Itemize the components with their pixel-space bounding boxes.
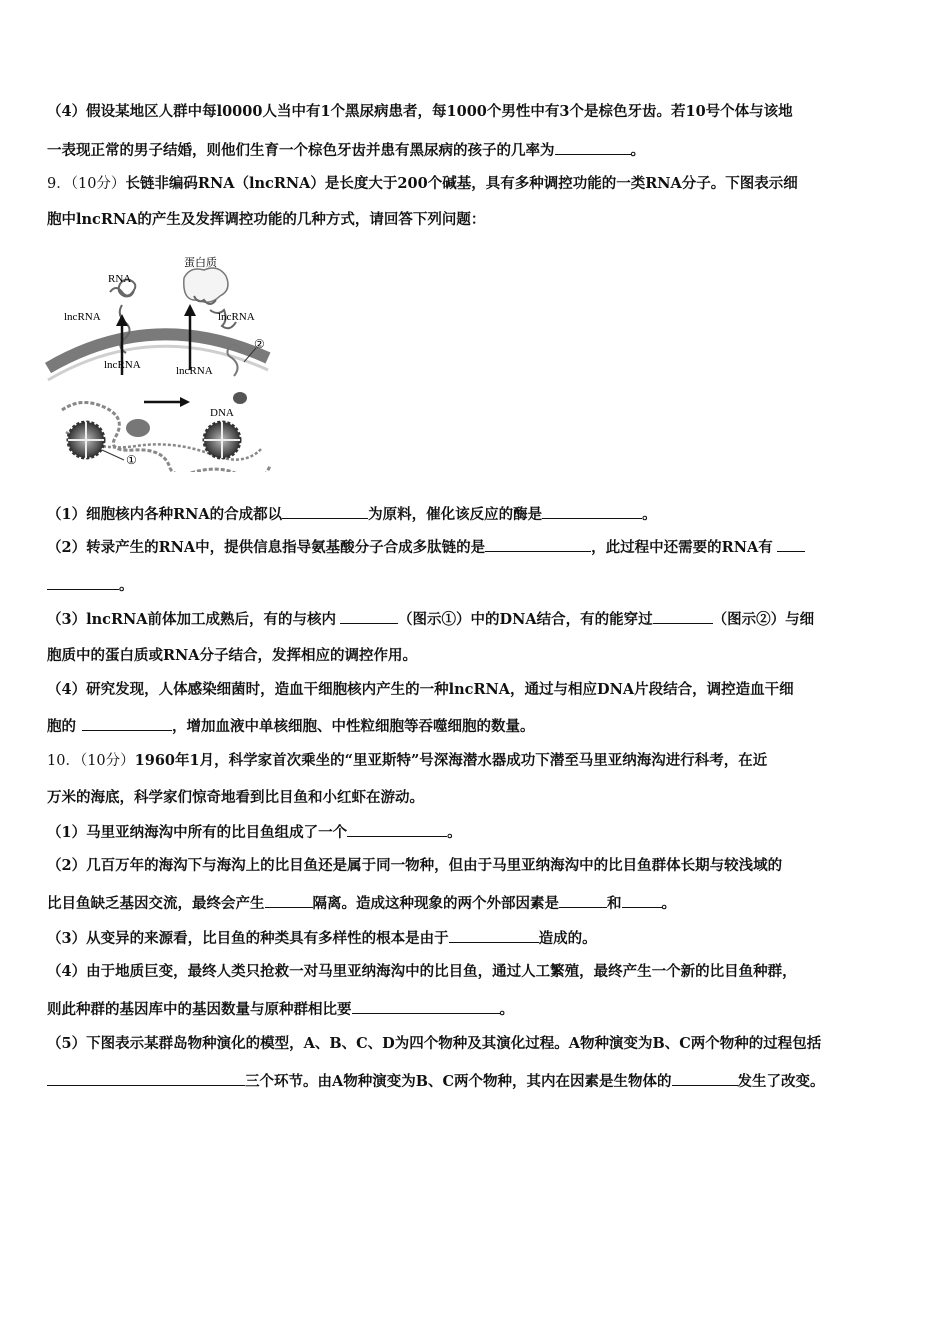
text-line-20 xyxy=(47,1034,821,1054)
label-rna: RNA xyxy=(108,273,132,285)
q9-part4: （4）研究发现，人体感染细菌时，造血干细胞核内产生的一种lncRNA，通过与相应DNA片段结合，调控造血干细 xyxy=(47,681,794,698)
polymerase-left xyxy=(126,419,150,437)
q10-part1: （1）马里亚纳海沟中所有的比目鱼组成了一个 xyxy=(47,824,348,841)
answer-blank[interactable] xyxy=(449,928,539,943)
answer-blank[interactable] xyxy=(653,609,713,624)
q10-part2-a: 比目鱼缺乏基因交流，最终会产生 xyxy=(47,895,265,912)
answer-blank[interactable] xyxy=(672,1071,738,1086)
text-line-14 xyxy=(47,822,462,843)
punct: 。 xyxy=(661,895,676,912)
question-9-number: 9．（10分） xyxy=(47,176,126,192)
q10-part2-b: 隔离。造成这种现象的两个外部因素是 xyxy=(312,895,559,912)
punct: 。 xyxy=(119,577,134,594)
text-line-19 xyxy=(47,999,514,1020)
q9-part2-a: （2）转录产生的RNA中，提供信息指导氨基酸分子合成多肽链的是 xyxy=(47,539,486,556)
text-line-6 xyxy=(47,537,805,558)
q10-part3-a: （3）从变异的来源看，比目鱼的种类具有多样性的根本是由于 xyxy=(47,930,449,947)
text-line-21 xyxy=(47,1071,825,1092)
answer-blank[interactable] xyxy=(542,504,642,519)
q9-part3-cont: 胞质中的蛋白质或RNA分子结合，发挥相应的调控作用。 xyxy=(47,647,418,664)
q9-part4-cont-a: 胞的 xyxy=(47,718,76,735)
text-line-11 xyxy=(47,716,535,737)
question-9-stem: 长链非编码RNA（lncRNA）是长度大于200个碱基，具有多种调控功能的一类RNA分子。下图表示细 xyxy=(125,175,798,192)
answer-blank[interactable] xyxy=(622,893,662,908)
answer-blank[interactable] xyxy=(485,537,591,552)
punct: 。 xyxy=(642,506,657,523)
text-line-1 xyxy=(47,102,793,122)
label-marker-2: ② xyxy=(254,337,265,351)
answer-blank[interactable] xyxy=(47,1071,245,1086)
q9-part2-b: ，此过程中还需要的RNA有 xyxy=(591,539,773,556)
text-line-12 xyxy=(47,751,767,771)
answer-blank[interactable] xyxy=(282,504,368,519)
q10-part5-a: 三个环节。由A物种演变为B、C两个物种，其内在因素是生物体的 xyxy=(245,1073,672,1090)
answer-blank[interactable] xyxy=(777,537,805,552)
answer-blank[interactable] xyxy=(555,140,631,155)
protein-blob xyxy=(184,268,228,302)
label-lncrna-mid2: lncRNA xyxy=(176,365,213,377)
question-10-stem-cont: 万米的海底，科学家们惊奇地看到比目鱼和小红虾在游动。 xyxy=(47,789,424,806)
q8-part4-cont: 一表现正常的男子结婚，则他们生育一个棕色牙齿并患有黑尿病的孩子的几率为 xyxy=(47,142,555,159)
question-9-stem-cont: 胞中lncRNA的产生及发挥调控功能的几种方式，请回答下列问题： xyxy=(47,211,486,228)
q10-part2-c: 和 xyxy=(607,895,622,912)
text-line-5 xyxy=(47,504,657,525)
q9-part3-b: （图示①）中的DNA结合，有的能穿过 xyxy=(398,611,653,628)
answer-blank[interactable] xyxy=(340,609,398,624)
answer-blank[interactable] xyxy=(47,575,119,590)
label-dna: DNA xyxy=(210,407,234,419)
text-line-7 xyxy=(47,575,134,596)
q9-part4-cont-b: ，增加血液中单核细胞、中性粒细胞等吞噬细胞的数量。 xyxy=(172,718,535,735)
label-lncrna-left: lncRNA xyxy=(64,311,101,323)
q8-part4-text: （4）假设某地区人群中每l0000人当中有1个黑尿病患者，每1000个男性中有3个是棕色牙齿。若10号个体与该地 xyxy=(47,103,793,120)
punct: 。 xyxy=(630,142,645,159)
q10-part2: （2）几百万年的海沟下与海沟上的比目鱼还是属于同一物种，但由于马里亚纳海沟中的比目鱼群体长期与较浅域的 xyxy=(47,857,783,874)
q10-part4: （4）由于地质巨变，最终人类只抢救一对马里亚纳海沟中的比目鱼，通过人工繁殖，最终产生一个新的比目鱼种群， xyxy=(47,963,797,980)
text-line-8 xyxy=(47,609,814,630)
text-line-10 xyxy=(47,680,794,700)
answer-blank[interactable] xyxy=(265,893,313,908)
answer-blank[interactable] xyxy=(347,822,447,837)
text-line-15 xyxy=(47,856,782,876)
punct: 。 xyxy=(499,1001,514,1018)
q10-part5: （5）下图表示某群岛物种演化的模型，A、B、C、D为四个物种及其演化过程。A物种演变为B、C两个物种的过程包括 xyxy=(47,1035,822,1052)
lncrna-figure xyxy=(44,250,276,472)
q9-part1-a: （1）细胞核内各种RNA的合成都以 xyxy=(47,506,283,523)
text-line-4 xyxy=(47,210,485,230)
text-line-17 xyxy=(47,928,597,949)
text-line-16 xyxy=(47,893,676,914)
text-line-3 xyxy=(47,174,798,194)
polymerase-right xyxy=(233,392,247,404)
text-line-2 xyxy=(47,140,645,161)
label-marker-1: ① xyxy=(126,453,137,467)
answer-blank[interactable] xyxy=(559,893,607,908)
q9-part3-c: （图示②）与细 xyxy=(712,611,815,628)
q10-part3-b: 造成的。 xyxy=(538,930,597,947)
punct: 。 xyxy=(447,824,462,841)
question-10-number: 10．（10分） xyxy=(47,753,135,769)
answer-blank[interactable] xyxy=(82,716,172,731)
question-10-stem: 1960年1月，科学家首次乘坐的“里亚斯特”号深海潜水器成功下潜至马里亚纳海沟进行科考，在近 xyxy=(134,752,768,769)
label-lncrna-mid1: lncRNA xyxy=(104,359,141,371)
q10-part4-a: 则此种群的基因库中的基因数量与原种群相比要 xyxy=(47,1001,352,1018)
text-line-13 xyxy=(47,788,424,808)
q10-part5-b: 发生了改变。 xyxy=(737,1073,825,1090)
text-line-18 xyxy=(47,962,797,982)
answer-blank[interactable] xyxy=(352,999,500,1014)
text-line-9 xyxy=(47,646,417,666)
q9-part1-b: 为原料，催化该反应的酶是 xyxy=(368,506,543,523)
label-lncrna-right: lncRNA xyxy=(218,311,255,323)
label-protein: 蛋白质 xyxy=(184,257,217,269)
q9-part3-a: （3）lncRNA前体加工成熟后，有的与核内 xyxy=(47,611,337,628)
